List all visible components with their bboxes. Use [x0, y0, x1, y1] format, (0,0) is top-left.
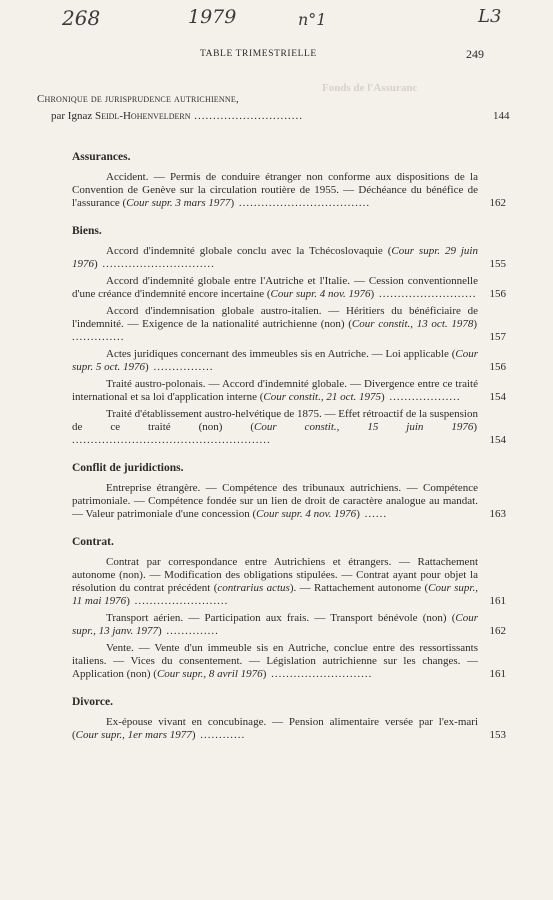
entry-text: Vente. — Vente d'un immeuble sis en Autriche, conclue entre des ressortissants italiens. — Vices du consentement. — Législation autrichienne sur les changes. — Application (non) ( [72, 642, 478, 680]
chronique-title: Chronique de jurisprudence autrichienne, [37, 93, 239, 105]
entry-citation: Cour constit., 15 juin 1976 [254, 421, 474, 433]
entry-text: Accord d'indemnisation globale austro-italien. — Héritiers du bénéficiaire de l'indemnité. — Exigence de la nationalité autrichienne (non) ( [72, 305, 478, 330]
entry-text: Ex-épouse vivant en concubinage. — Pension alimentaire versée par l'ex-mari ( [72, 716, 478, 741]
entry-citation: Cour supr. 4 nov. 1976 [256, 508, 357, 520]
index-section [72, 225, 506, 447]
entry-text: Traité d'établissement austro-helvétique de 1875. — Effet rétroactif de la suspension de ce traité (non) ( [72, 408, 478, 433]
index-entry [72, 245, 506, 271]
entry-citation: Cour supr. 4 nov. 1976 [270, 288, 371, 300]
entry-page-number: 161 [489, 668, 506, 680]
author-name: Seidl-Hohenveldern [94, 110, 191, 122]
section-title: Divorce. [72, 696, 113, 708]
index-entry [72, 482, 506, 521]
entry-page-number: 153 [489, 729, 506, 741]
entry-text: Contrat par correspondance entre Autrichiens et étrangers. — Rattachement autonome (non). — Modification des obligations stipulées. — Contrat ayant pour objet la résolution du contrat précédent ( [72, 556, 478, 594]
section-title: Contrat. [72, 536, 114, 548]
entry-citation: Cour supr., 1er mars 1977 [75, 729, 192, 741]
index-section [72, 151, 506, 210]
entry-text: Accord d'indemnité globale conclu avec la Tchécoslovaquie ( [106, 245, 392, 257]
entry-text: Traité austro-polonais. — Accord d'indemnité globale. — Divergence entre ce traité international et sa loi d'application interne ( [72, 378, 478, 403]
index-content [72, 151, 506, 757]
index-entry [72, 378, 506, 404]
entry-page-number: 156 [489, 288, 506, 300]
index-entry [72, 612, 506, 638]
index-entry [72, 556, 506, 608]
entry-leader: ) ................................... [230, 197, 371, 209]
entry-text: Accident. — Permis de conduire étranger non conforme aux dispositions de la Convention de Genève sur la circulation routière de 1955. — Déchéance du bénéfice de l'assurance ( [72, 171, 478, 209]
index-entry [72, 171, 506, 210]
entry-leader: ) ................ [145, 361, 214, 373]
entry-page-number: 162 [489, 625, 506, 637]
chronique-author-line: par Ignaz Seidl-Hohenveldern ............................. 144 [51, 110, 510, 122]
entry-leader: ) ............ [191, 729, 246, 741]
entry-citation: Cour supr. 29 juin 1976 [72, 245, 478, 270]
index-entry [72, 408, 506, 447]
entry-text: Actes juridiques concernant des immeubles sis en Autriche. — Loi applicable ( [106, 348, 456, 360]
entry-leader: ) ...... [356, 508, 388, 520]
index-entry [72, 275, 506, 301]
running-header: TABLE TRIMESTRIELLE [200, 49, 317, 59]
entry-leader: ) .............. [157, 625, 219, 637]
handwritten-note-3: n°1 [298, 10, 327, 29]
index-entry [72, 716, 506, 742]
section-title: Biens. [72, 225, 102, 237]
entry-citation: Cour supr., 13 janv. 1977 [72, 612, 478, 637]
entry-page-number: 157 [489, 331, 506, 343]
index-entry [72, 348, 506, 374]
entry-citation: Cour supr. 5 oct. 1976 [72, 348, 478, 373]
entry-citation: Cour constit., 13 oct. 1978 [351, 318, 474, 330]
index-entry [72, 642, 506, 681]
page-number: 249 [466, 47, 484, 61]
chronique-entry [37, 93, 510, 122]
section-title: Assurances. [72, 151, 131, 163]
entry-citation-2: Cour supr., 11 mai 1976 [72, 582, 478, 607]
index-entry [72, 305, 506, 344]
handwritten-note-1: 268 [62, 6, 101, 30]
entry-leader: ) ......................... [126, 595, 229, 607]
entry-leader: ) ................... [381, 391, 461, 403]
entry-citation: contrarius actus [217, 582, 290, 594]
entry-text: Accord d'indemnité globale entre l'Autriche et l'Italie. — Cession conventionnelle d'une créance d'indemnité encore incertaine ( [72, 275, 478, 300]
entry-page-number: 154 [489, 434, 506, 446]
entry-page-number: 154 [489, 391, 506, 403]
index-section [72, 536, 506, 681]
entry-leader: ) .......................... [370, 288, 477, 300]
entry-citation: Cour supr. 3 mars 1977 [126, 197, 231, 209]
entry-page-number: 163 [489, 508, 506, 520]
entry-page-number: 155 [489, 258, 506, 270]
entry-page-number: 162 [489, 197, 506, 209]
entry-text: Entreprise étrangère. — Compétence des tribunaux autrichiens. — Compétence patrimoniale. — Compétence fondée sur un lien de droit de caractère analogue au mandat. — Valeur patrimoniale d'une concession ( [72, 482, 478, 520]
entry-text: Transport aérien. — Participation aux frais. — Transport bénévole (non) ( [106, 612, 456, 624]
entry-citation: Cour supr., 8 avril 1976 [156, 668, 263, 680]
entry-page-number: 156 [489, 361, 506, 373]
index-section [72, 462, 506, 521]
entry-leader: ) ..................................................... [72, 421, 478, 446]
handwritten-note-2: 1979 [188, 6, 237, 28]
entry-leader: ) .............. [72, 318, 478, 343]
handwritten-note-4: L3 [478, 6, 502, 27]
bleed-through-text: Fonds de l'Assuranc [322, 82, 418, 94]
entry-leader: ) ........................... [262, 668, 373, 680]
entry-leader: ) .............................. [94, 258, 215, 270]
section-title: Conflit de juridictions. [72, 462, 184, 474]
entry-citation: Cour constit., 21 oct. 1975 [263, 391, 382, 403]
entry-page-number: 161 [489, 595, 506, 607]
entry-text-mid: ). — Rattachement autonome ( [289, 582, 429, 594]
index-section [72, 696, 506, 742]
chronique-page: 144 [493, 110, 510, 122]
